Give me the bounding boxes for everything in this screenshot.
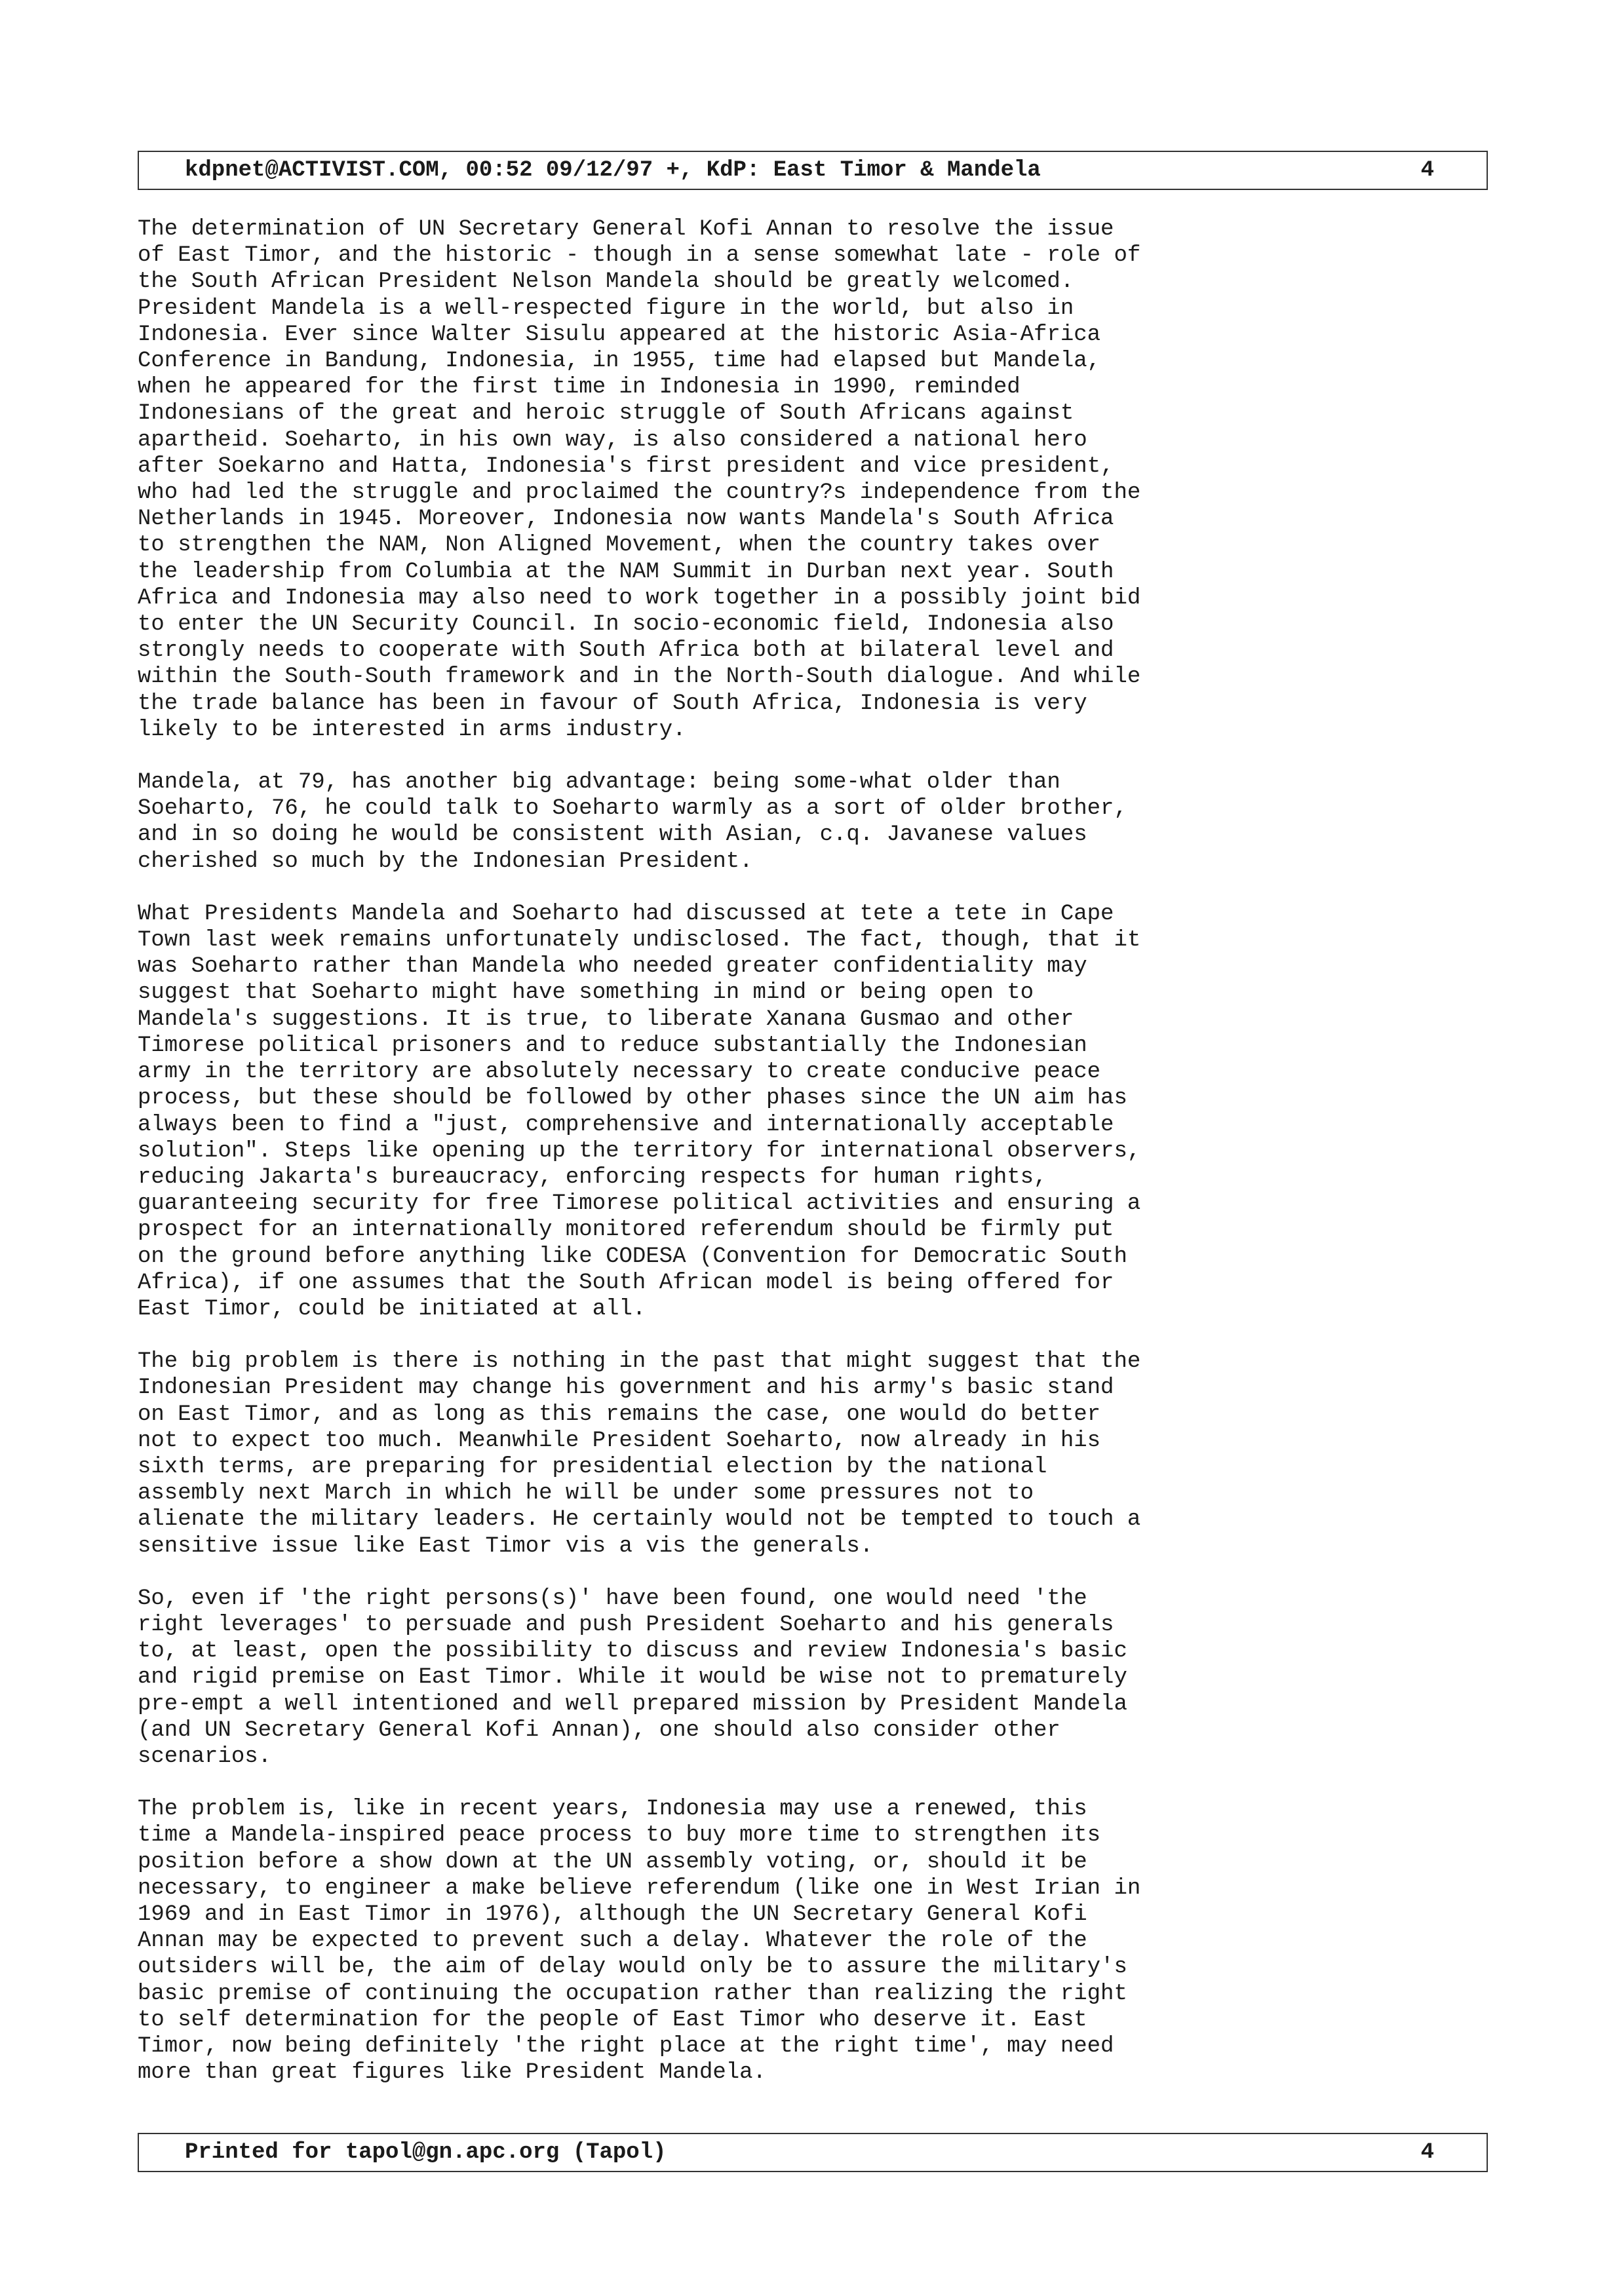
header-title: kdpnet@ACTIVIST.COM, 00:52 09/12/97 +, KdP: East Timor & Mandela — [185, 158, 1041, 183]
footer-page-number: 4 — [1420, 2140, 1434, 2165]
page-footer — [138, 2133, 1488, 2172]
paragraph-3: What Presidents Mandela and Soeharto had discussed at tete a tete in Cape Town last week remains unfortunately undisclosed. The fact, though, that it was Soeharto rather than Mandela who needed greater confidentiality may suggest that Soeharto might have something in mind or being open to Mandela's suggestions. It is true, to liberate Xanana Gusmao and other Timorese political prisoners and to reduce substantially the Indonesian army in the territory are absolutely necessary to create conducive peace process, but these should be followed by other phases since the UN aim has always been to find a "just, comprehensive and internationally acceptable solution". Steps like opening up the territory for international observers, reducing Jakarta's bureaucracy, enforcing respects for human rights, guaranteeing security for free Timorese political activities and ensuring a prospect for an internationally monitored referendum should be firmly put on the ground before anything like CODESA (Convention for Democratic South Africa), if one assumes that the South African model is being offered for East Timor, could be initiated at all. — [138, 901, 1141, 1322]
paragraph-2: Mandela, at 79, has another big advantage: being some-what older than Soeharto, 76, he could talk to Soeharto warmly as a sort of older brother, and in so doing he would be consistent with Asian, c.q. Javanese values cherished so much by the Indonesian President. — [138, 770, 1127, 874]
page-header — [138, 151, 1488, 190]
paragraph-1: The determination of UN Secretary General Kofi Annan to resolve the issue of East Timor, and the historic - though in a sense somewhat late - role of the South African President Nelson Mandela should be greatly welcomed. President Mandela is a well-respected figure in the world, but also in Indonesia. Ever since Walter Sisulu appeared at the historic Asia-Africa Conference in Bandung, Indonesia, in 1955, time had elapsed but Mandela, when he appeared for the first time in Indonesia in 1990, reminded Indonesians of the great and heroic struggle of South Africans against apartheid. Soeharto, in his own way, is also considered a national hero after Soekarno and Hatta, Indonesia's first president and vice president, who had led the struggle and proclaimed the country?s independence from the Netherlands in 1945. Moreover, Indonesia now wants Mandela's South Africa to strengthen the NAM, Non Aligned Movement, when the country takes over the leadership from Columbia at the NAM Summit in Durban next year. South Africa and Indonesia may also need to work together in a possibly joint bid to enter the UN Security Council. In socio-economic field, Indonesia also strongly needs to cooperate with South Africa both at bilateral level and within the South-South framework and in the North-South dialogue. And while the trade balance has been in favour of South Africa, Indonesia is very likely to be interested in arms industry. — [138, 217, 1141, 742]
document-body — [138, 216, 1488, 2112]
paragraph-4: The big problem is there is nothing in the past that might suggest that the Indonesian President may change his government and his army's basic stand on East Timor, and as long as this remains the case, one would do better not to expect too much. Meanwhile President Soeharto, now already in his sixth terms, are preparing for presidential election by the national assembly next March in which he will be under some pressures not to alienate the military leaders. He certainly would not be tempted to touch a sensitive issue like East Timor vis a vis the generals. — [138, 1349, 1141, 1559]
paragraph-6: The problem is, like in recent years, Indonesia may use a renewed, this time a Mandela-inspired peace process to buy more time to strengthen its position before a show down at the UN assembly voting, or, should it be necessary, to engineer a make believe referendum (like one in West Irian in 1969 and in East Timor in 1976), although the UN Secretary General Kofi Annan may be expected to prevent such a delay. Whatever the role of the outsiders will be, the aim of delay would only be to assure the military's basic premise of continuing the occupation rather than realizing the right to self determination for the people of East Timor who deserve it. East Timor, now being definitely 'the right place at the right time', may need more than great figures like President Mandela. — [138, 1797, 1141, 2086]
paragraph-5: So, even if 'the right persons(s)' have been found, one would need 'the right leverages' to persuade and push President Soeharto and his generals to, at least, open the possibility to discuss and review Indonesia's basic and rigid premise on East Timor. While it would be wise not to prematurely pre-empt a well intentioned and well prepared mission by President Mandela (and UN Secretary General Kofi Annan), one should also consider other scenarios. — [138, 1586, 1127, 1769]
footer-printed-for: Printed for tapol@gn.apc.org (Tapol) — [185, 2140, 667, 2165]
header-page-number: 4 — [1420, 158, 1434, 183]
